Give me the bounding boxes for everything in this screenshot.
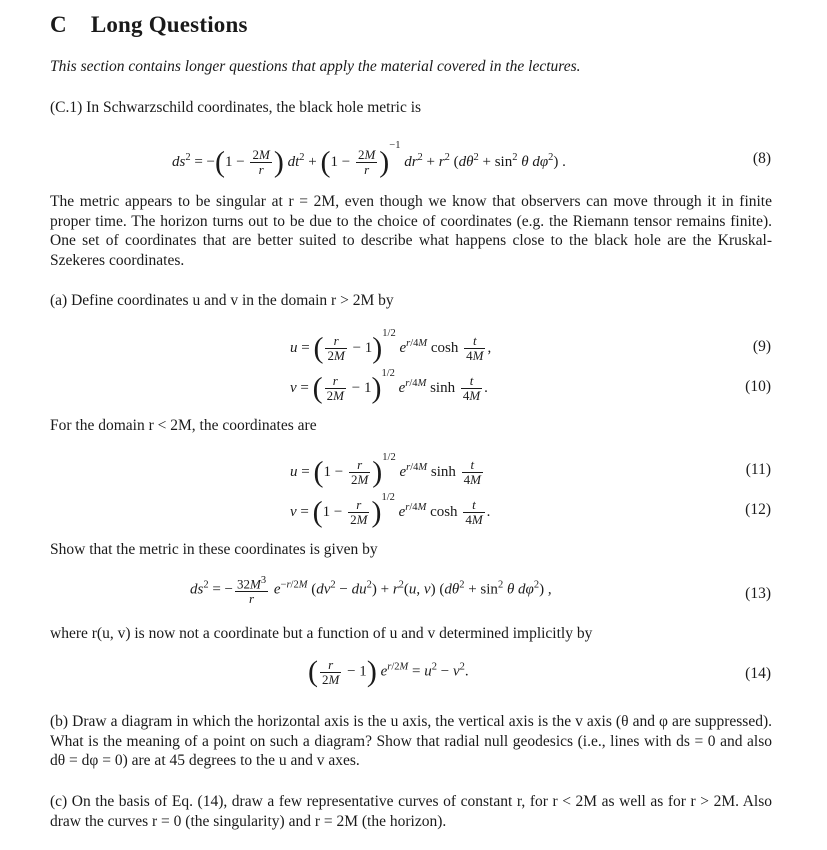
section-number: C [50, 12, 67, 37]
equation-8: $ds^2 = -(1$ − $\frac{2M}{r}$ ) $dt^2 + (1$ − $\frac{2M}{r}$ )$^{-1}$ $dr^2 + r^2$ ($d\theta^2 + \sin^2 \theta$ $d\varphi^2$) . [172, 140, 566, 179]
part-b-label: (b) [50, 713, 69, 730]
where-text: where r(u, v) is now not a coordinate but a function of u and v determined implicitly by [50, 625, 593, 642]
part-b [50, 712, 772, 771]
part-a [50, 292, 394, 310]
domain-inside-text: For the domain r < 2M, the coordinates are [50, 417, 317, 434]
paragraph-horizon: The metric appears to be singular at r = 2M, even though we know that observers can move through it in finite proper time. The horizon turns out to be due to the choice of coordinates (e.g. the Riemann tensor remains finite). One set of coordinates that are better suited to describe what happens close to the black hole are the Kruskal-Szekeres coordinates. [50, 193, 772, 269]
section-heading [50, 12, 248, 38]
equation-11: u = (1 − $\frac{r}{2M}$ )$^{1/2}$ $e^{r/4M}$ sinh $\frac{t}{4M}$ [290, 452, 481, 489]
part-c-text: On the basis of Eq. (14), draw a few representative curves of constant r, for r < 2M as well as for r > 2M. Also draw the curves r = 0 (the singularity) and r = 2M (the horizon). [50, 793, 772, 830]
equation-12: v = (1 − $\frac{r}{2M}$ )$^{1/2}$ $e^{r/4M}$ cosh $\frac{t}{4M}$ . [290, 492, 491, 529]
equation-number-8: (8) [752, 150, 771, 167]
show-metric-text: Show that the metric in these coordinates is given by [50, 541, 378, 558]
equation-13: $ds^2$ = − $\frac{32M^3}{r}$ $e^{-r/2M}$ $(dv^2 - du^2) + r^2(u$, v) ($d\theta^2 + \sin^2 \theta$ $d\varphi^2$) , [190, 575, 552, 607]
equation-number-12: (12) [745, 501, 771, 518]
equation-number-11: (11) [745, 461, 771, 478]
equation-10: v = ( $\frac{r}{2M}$ − 1)$^{1/2}$ $e^{r/4M}$ sinh $\frac{t}{4M}$ . [290, 368, 488, 405]
question-c1 [50, 99, 421, 117]
part-c [50, 792, 772, 831]
part-b-text: Draw a diagram in which the horizontal axis is the u axis, the vertical axis is the v axis (θ and φ are suppressed). What is the meaning of a point on such a diagram? Show that radial null geodesics (i.e., lines with ds = 0 and also dθ = dφ = 0) are at 45 degrees to the u and v axes. [50, 713, 772, 769]
equation-9: u = ( $\frac{r}{2M}$ − 1)$^{1/2}$ $e^{r/4M}$ cosh $\frac{t}{4M}$ , [290, 328, 492, 365]
part-a-text: Define coordinates u and v in the domain r > 2M by [71, 292, 394, 309]
part-c-label: (c) [50, 793, 68, 810]
section-title: Long Questions [90, 12, 248, 37]
question-label: (C.1) [50, 99, 83, 116]
question-text: In Schwarzschild coordinates, the black hole metric is [86, 99, 422, 116]
section-intro: This section contains longer questions that apply the material covered in the lectures. [50, 58, 581, 75]
equation-number-10: (10) [745, 378, 771, 395]
equation-number-9: (9) [752, 338, 771, 355]
equation-14: ( $\frac{r}{2M}$ − 1) $e^{r/2M} = u^2 - v^2$. [308, 655, 469, 688]
equation-number-14: (14) [745, 665, 771, 682]
equation-number-13: (13) [745, 585, 771, 602]
part-a-label: (a) [50, 292, 68, 309]
